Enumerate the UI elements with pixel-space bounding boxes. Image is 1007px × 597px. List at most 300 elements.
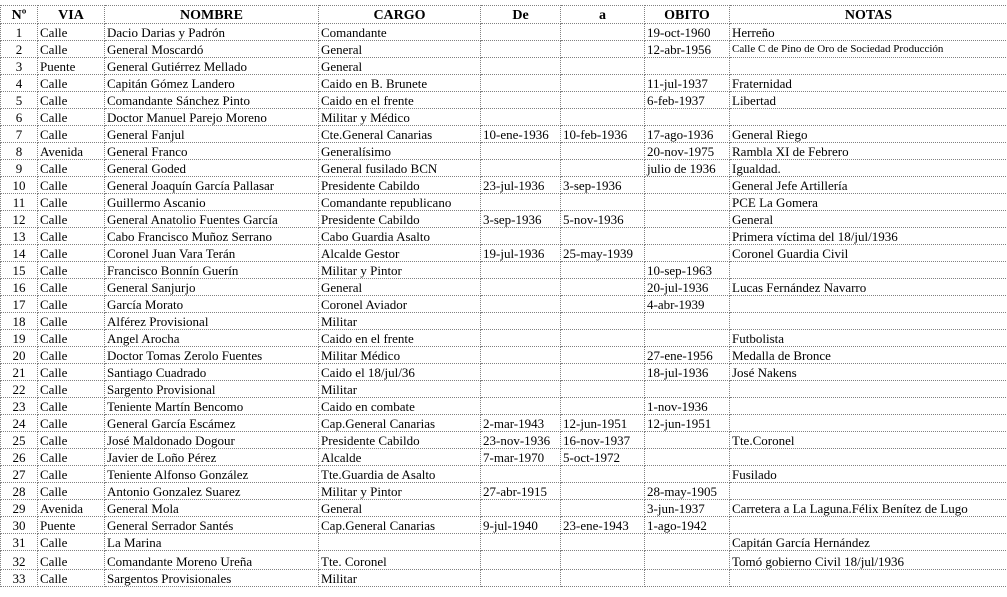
cell-a (561, 228, 645, 245)
cell-num: 30 (1, 517, 38, 534)
cell-cargo: General (319, 279, 481, 296)
cell-a: 16-nov-1937 (561, 432, 645, 449)
cell-a (561, 364, 645, 381)
cell-cargo: Tte. Coronel (319, 551, 481, 570)
cell-nombre: José Maldonado Dogour (105, 432, 319, 449)
cell-via: Calle (38, 296, 105, 313)
cell-notas: General Riego (730, 126, 1007, 143)
table-row (1, 245, 1007, 262)
cell-num: 23 (1, 398, 38, 415)
cell-a (561, 534, 645, 551)
cell-num: 12 (1, 211, 38, 228)
cell-num: 33 (1, 570, 38, 587)
cell-cargo: General (319, 41, 481, 58)
cell-notas: Fraternidad (730, 75, 1007, 92)
table-row (1, 143, 1007, 160)
cell-via: Calle (38, 398, 105, 415)
cell-cargo: Caido el 18/jul/36 (319, 364, 481, 381)
header-obito: OBITO (645, 6, 730, 24)
cell-num: 20 (1, 347, 38, 364)
cell-obito: 27-ene-1956 (645, 347, 730, 364)
cell-cargo: General (319, 500, 481, 517)
cell-nombre: García Morato (105, 296, 319, 313)
cell-de (481, 279, 561, 296)
cell-notas (730, 415, 1007, 432)
cell-nombre: Francisco Bonnín Guerín (105, 262, 319, 279)
cell-cargo: Presidente Cabildo (319, 177, 481, 194)
cell-via: Calle (38, 381, 105, 398)
cell-via: Calle (38, 211, 105, 228)
cell-via: Calle (38, 432, 105, 449)
table-row (1, 313, 1007, 330)
table-row (1, 296, 1007, 313)
cell-de (481, 466, 561, 483)
cell-via: Calle (38, 347, 105, 364)
cell-de (481, 92, 561, 109)
table-row (1, 279, 1007, 296)
cell-cargo: Comandante republicano (319, 194, 481, 211)
cell-a: 5-oct-1972 (561, 449, 645, 466)
header-num: Nº (1, 6, 38, 24)
cell-num: 11 (1, 194, 38, 211)
cell-via: Calle (38, 92, 105, 109)
cell-nombre: Comandante Moreno Ureña (105, 551, 319, 570)
cell-de (481, 228, 561, 245)
cell-nombre: General Anatolio Fuentes García (105, 211, 319, 228)
cell-obito (645, 109, 730, 126)
cell-nombre: Sargentos Provisionales (105, 570, 319, 587)
cell-cargo: General fusilado BCN (319, 160, 481, 177)
cell-num: 16 (1, 279, 38, 296)
cell-obito: 12-jun-1951 (645, 415, 730, 432)
cell-a: 25-may-1939 (561, 245, 645, 262)
cell-obito: 10-sep-1963 (645, 262, 730, 279)
cell-nombre: La Marina (105, 534, 319, 551)
cell-de (481, 500, 561, 517)
table-row (1, 41, 1007, 58)
cell-via: Calle (38, 364, 105, 381)
cell-num: 29 (1, 500, 38, 517)
cell-nombre: General Sanjurjo (105, 279, 319, 296)
cell-a (561, 92, 645, 109)
table-row (1, 483, 1007, 500)
cell-cargo: Cap.General Canarias (319, 517, 481, 534)
cell-a (561, 570, 645, 587)
cell-num: 28 (1, 483, 38, 500)
cell-via: Calle (38, 41, 105, 58)
cell-num: 32 (1, 551, 38, 570)
cell-via: Calle (38, 330, 105, 347)
cell-a (561, 551, 645, 570)
cell-obito (645, 194, 730, 211)
cell-de (481, 24, 561, 41)
cell-via: Calle (38, 415, 105, 432)
cell-cargo: Alcalde (319, 449, 481, 466)
cell-obito (645, 381, 730, 398)
cell-num: 3 (1, 58, 38, 75)
cell-notas (730, 109, 1007, 126)
cell-notas: Libertad (730, 92, 1007, 109)
cell-via: Avenida (38, 143, 105, 160)
cell-a (561, 398, 645, 415)
cell-notas: Coronel Guardia Civil (730, 245, 1007, 262)
cell-nombre: General Serrador Santés (105, 517, 319, 534)
cell-obito: 1-ago-1942 (645, 517, 730, 534)
table-row (1, 177, 1007, 194)
cell-notas (730, 262, 1007, 279)
cell-nombre: Coronel Juan Vara Terán (105, 245, 319, 262)
cell-a (561, 330, 645, 347)
cell-de (481, 570, 561, 587)
cell-notas (730, 449, 1007, 466)
cell-obito (645, 534, 730, 551)
cell-notas: PCE La Gomera (730, 194, 1007, 211)
cell-via: Calle (38, 194, 105, 211)
cell-obito (645, 245, 730, 262)
cell-notas (730, 313, 1007, 330)
cell-nombre: Doctor Manuel Parejo Moreno (105, 109, 319, 126)
cell-via: Calle (38, 313, 105, 330)
cell-a (561, 500, 645, 517)
cell-notas: Carretera a La Laguna.Félix Benítez de Lugo (730, 500, 1007, 517)
table-row (1, 347, 1007, 364)
cell-nombre: General Gutiérrez Mellado (105, 58, 319, 75)
cell-obito: 20-nov-1975 (645, 143, 730, 160)
cell-num: 18 (1, 313, 38, 330)
table-row (1, 534, 1007, 551)
cell-num: 25 (1, 432, 38, 449)
cell-a (561, 24, 645, 41)
cell-a (561, 347, 645, 364)
table-row (1, 466, 1007, 483)
table-row (1, 92, 1007, 109)
cell-de (481, 41, 561, 58)
header-row (1, 6, 1007, 24)
table-row (1, 160, 1007, 177)
cell-notas: Rambla XI de Febrero (730, 143, 1007, 160)
cell-obito (645, 449, 730, 466)
cell-notas: Herreño (730, 24, 1007, 41)
cell-notas (730, 483, 1007, 500)
cell-nombre: General Franco (105, 143, 319, 160)
cell-a (561, 143, 645, 160)
cell-a (561, 109, 645, 126)
cell-cargo: Cte.General Canarias (319, 126, 481, 143)
cell-cargo: Cap.General Canarias (319, 415, 481, 432)
cell-de (481, 75, 561, 92)
header-de: De (481, 6, 561, 24)
cell-notas (730, 381, 1007, 398)
cell-de (481, 296, 561, 313)
cell-num: 14 (1, 245, 38, 262)
cell-nombre: General Fanjul (105, 126, 319, 143)
cell-cargo: Cabo Guardia Asalto (319, 228, 481, 245)
cell-notas: Primera víctima del 18/jul/1936 (730, 228, 1007, 245)
cell-notas: Capitán García Hernández (730, 534, 1007, 551)
cell-cargo: Generalísimo (319, 143, 481, 160)
cell-de: 3-sep-1936 (481, 211, 561, 228)
cell-obito: 18-jul-1936 (645, 364, 730, 381)
cell-de (481, 330, 561, 347)
cell-a (561, 160, 645, 177)
cell-notas (730, 58, 1007, 75)
cell-obito: 1-nov-1936 (645, 398, 730, 415)
table-row (1, 24, 1007, 41)
cell-num: 26 (1, 449, 38, 466)
table-row (1, 330, 1007, 347)
cell-de (481, 364, 561, 381)
cell-cargo: Tte.Guardia de Asalto (319, 466, 481, 483)
table-body (1, 24, 1007, 587)
cell-obito: 3-jun-1937 (645, 500, 730, 517)
table-row (1, 551, 1007, 570)
cell-obito: 12-abr-1956 (645, 41, 730, 58)
cell-obito: 17-ago-1936 (645, 126, 730, 143)
cell-nombre: General Joaquín García Pallasar (105, 177, 319, 194)
cell-nombre: Dacio Darias y Padrón (105, 24, 319, 41)
cell-a (561, 483, 645, 500)
table-row (1, 228, 1007, 245)
cell-nombre: Teniente Alfonso González (105, 466, 319, 483)
cell-nombre: Alférez Provisional (105, 313, 319, 330)
cell-obito: 4-abr-1939 (645, 296, 730, 313)
cell-a (561, 262, 645, 279)
cell-obito (645, 211, 730, 228)
table-row (1, 381, 1007, 398)
cell-cargo: Militar y Médico (319, 109, 481, 126)
cell-de (481, 534, 561, 551)
cell-num: 5 (1, 92, 38, 109)
cell-cargo: Caido en el frente (319, 330, 481, 347)
cell-via: Calle (38, 279, 105, 296)
cell-nombre: General Moscardó (105, 41, 319, 58)
cell-num: 13 (1, 228, 38, 245)
header-nombre: NOMBRE (105, 6, 319, 24)
cell-notas (730, 517, 1007, 534)
cell-de (481, 262, 561, 279)
cell-num: 7 (1, 126, 38, 143)
cell-via: Calle (38, 75, 105, 92)
cell-nombre: Antonio Gonzalez Suarez (105, 483, 319, 500)
table-row (1, 75, 1007, 92)
table-row (1, 500, 1007, 517)
cell-cargo (319, 534, 481, 551)
cell-cargo: Presidente Cabildo (319, 432, 481, 449)
cell-num: 10 (1, 177, 38, 194)
cell-notas: Lucas Fernández Navarro (730, 279, 1007, 296)
cell-via: Calle (38, 449, 105, 466)
cell-via: Calle (38, 24, 105, 41)
cell-num: 9 (1, 160, 38, 177)
cell-obito (645, 570, 730, 587)
cell-a: 10-feb-1936 (561, 126, 645, 143)
cell-cargo: Militar (319, 381, 481, 398)
cell-via: Calle (38, 160, 105, 177)
cell-nombre: Angel Arocha (105, 330, 319, 347)
cell-num: 27 (1, 466, 38, 483)
cell-de (481, 398, 561, 415)
table-row (1, 58, 1007, 75)
cell-num: 4 (1, 75, 38, 92)
cell-de (481, 381, 561, 398)
cell-de: 23-jul-1936 (481, 177, 561, 194)
table-row (1, 126, 1007, 143)
cell-via: Calle (38, 551, 105, 570)
cell-obito (645, 228, 730, 245)
cell-a (561, 466, 645, 483)
cell-nombre: Javier de Loño Pérez (105, 449, 319, 466)
cell-nombre: Teniente Martín Bencomo (105, 398, 319, 415)
cell-obito (645, 330, 730, 347)
cell-obito (645, 313, 730, 330)
table-row (1, 570, 1007, 587)
cell-de: 19-jul-1936 (481, 245, 561, 262)
cell-a (561, 194, 645, 211)
cell-de (481, 313, 561, 330)
cell-a (561, 313, 645, 330)
cell-obito (645, 551, 730, 570)
cell-cargo: Militar y Pintor (319, 483, 481, 500)
cell-num: 2 (1, 41, 38, 58)
table-row (1, 109, 1007, 126)
cell-notas: José Nakens (730, 364, 1007, 381)
cell-nombre: Doctor Tomas Zerolo Fuentes (105, 347, 319, 364)
cell-nombre: General Mola (105, 500, 319, 517)
cell-via: Calle (38, 228, 105, 245)
cell-obito: julio de 1936 (645, 160, 730, 177)
header-a: a (561, 6, 645, 24)
cell-de (481, 551, 561, 570)
cell-nombre: Capitán Gómez Landero (105, 75, 319, 92)
cell-de (481, 160, 561, 177)
cell-de (481, 143, 561, 160)
cell-via: Calle (38, 466, 105, 483)
table-row (1, 211, 1007, 228)
cell-notas: General Jefe Artillería (730, 177, 1007, 194)
cell-de (481, 347, 561, 364)
cell-cargo: Caido en combate (319, 398, 481, 415)
table-row (1, 364, 1007, 381)
cell-cargo: Coronel Aviador (319, 296, 481, 313)
header-via: VIA (38, 6, 105, 24)
cell-notas: Fusilado (730, 466, 1007, 483)
cell-via: Calle (38, 570, 105, 587)
cell-via: Calle (38, 126, 105, 143)
cell-de: 27-abr-1915 (481, 483, 561, 500)
cell-cargo: Comandante (319, 24, 481, 41)
cell-a: 5-nov-1936 (561, 211, 645, 228)
cell-num: 6 (1, 109, 38, 126)
cell-cargo: Militar Médico (319, 347, 481, 364)
table-row (1, 432, 1007, 449)
table-row (1, 517, 1007, 534)
cell-de (481, 194, 561, 211)
table-row (1, 398, 1007, 415)
cell-num: 8 (1, 143, 38, 160)
cell-de: 7-mar-1970 (481, 449, 561, 466)
cell-obito: 19-oct-1960 (645, 24, 730, 41)
cell-a (561, 75, 645, 92)
cell-nombre: Guillermo Ascanio (105, 194, 319, 211)
cell-cargo: Militar (319, 313, 481, 330)
cell-de (481, 58, 561, 75)
cell-via: Calle (38, 245, 105, 262)
cell-cargo: Presidente Cabildo (319, 211, 481, 228)
cell-cargo: Caido en B. Brunete (319, 75, 481, 92)
cell-a (561, 58, 645, 75)
header-notas: NOTAS (730, 6, 1007, 24)
cell-notas (730, 398, 1007, 415)
cell-nombre: Comandante Sánchez Pinto (105, 92, 319, 109)
cell-de (481, 109, 561, 126)
cell-via: Calle (38, 262, 105, 279)
cell-via: Calle (38, 483, 105, 500)
cell-notas: General (730, 211, 1007, 228)
cell-nombre: Santiago Cuadrado (105, 364, 319, 381)
cell-notas: Medalla de Bronce (730, 347, 1007, 364)
cell-a (561, 381, 645, 398)
cell-num: 17 (1, 296, 38, 313)
cell-notas: Tte.Coronel (730, 432, 1007, 449)
cell-a: 12-jun-1951 (561, 415, 645, 432)
cell-de: 23-nov-1936 (481, 432, 561, 449)
streets-table (0, 5, 1007, 587)
cell-num: 31 (1, 534, 38, 551)
table-row (1, 194, 1007, 211)
cell-nombre: General Goded (105, 160, 319, 177)
cell-cargo: Caido en el frente (319, 92, 481, 109)
cell-via: Calle (38, 177, 105, 194)
cell-notas (730, 570, 1007, 587)
cell-obito (645, 177, 730, 194)
cell-de: 9-jul-1940 (481, 517, 561, 534)
cell-num: 24 (1, 415, 38, 432)
cell-obito: 20-jul-1936 (645, 279, 730, 296)
cell-cargo: General (319, 58, 481, 75)
cell-num: 15 (1, 262, 38, 279)
cell-cargo: Militar (319, 570, 481, 587)
cell-a (561, 41, 645, 58)
cell-notas: Tomó gobierno Civil 18/jul/1936 (730, 551, 1007, 570)
cell-num: 21 (1, 364, 38, 381)
cell-obito: 6-feb-1937 (645, 92, 730, 109)
cell-via: Puente (38, 517, 105, 534)
cell-de: 2-mar-1943 (481, 415, 561, 432)
cell-num: 22 (1, 381, 38, 398)
cell-via: Calle (38, 109, 105, 126)
cell-notas: Calle C de Pino de Oro de Sociedad Producción (730, 41, 1007, 58)
cell-via: Calle (38, 534, 105, 551)
cell-a: 3-sep-1936 (561, 177, 645, 194)
cell-obito (645, 466, 730, 483)
table-row (1, 262, 1007, 279)
cell-a (561, 296, 645, 313)
cell-nombre: General García Escámez (105, 415, 319, 432)
cell-cargo: Militar y Pintor (319, 262, 481, 279)
cell-obito: 11-jul-1937 (645, 75, 730, 92)
cell-via: Avenida (38, 500, 105, 517)
table-row (1, 449, 1007, 466)
cell-obito: 28-may-1905 (645, 483, 730, 500)
table-row (1, 415, 1007, 432)
cell-nombre: Cabo Francisco Muñoz Serrano (105, 228, 319, 245)
cell-notas (730, 296, 1007, 313)
cell-a (561, 279, 645, 296)
header-cargo: CARGO (319, 6, 481, 24)
cell-cargo: Alcalde Gestor (319, 245, 481, 262)
cell-notas: Igualdad. (730, 160, 1007, 177)
cell-num: 19 (1, 330, 38, 347)
